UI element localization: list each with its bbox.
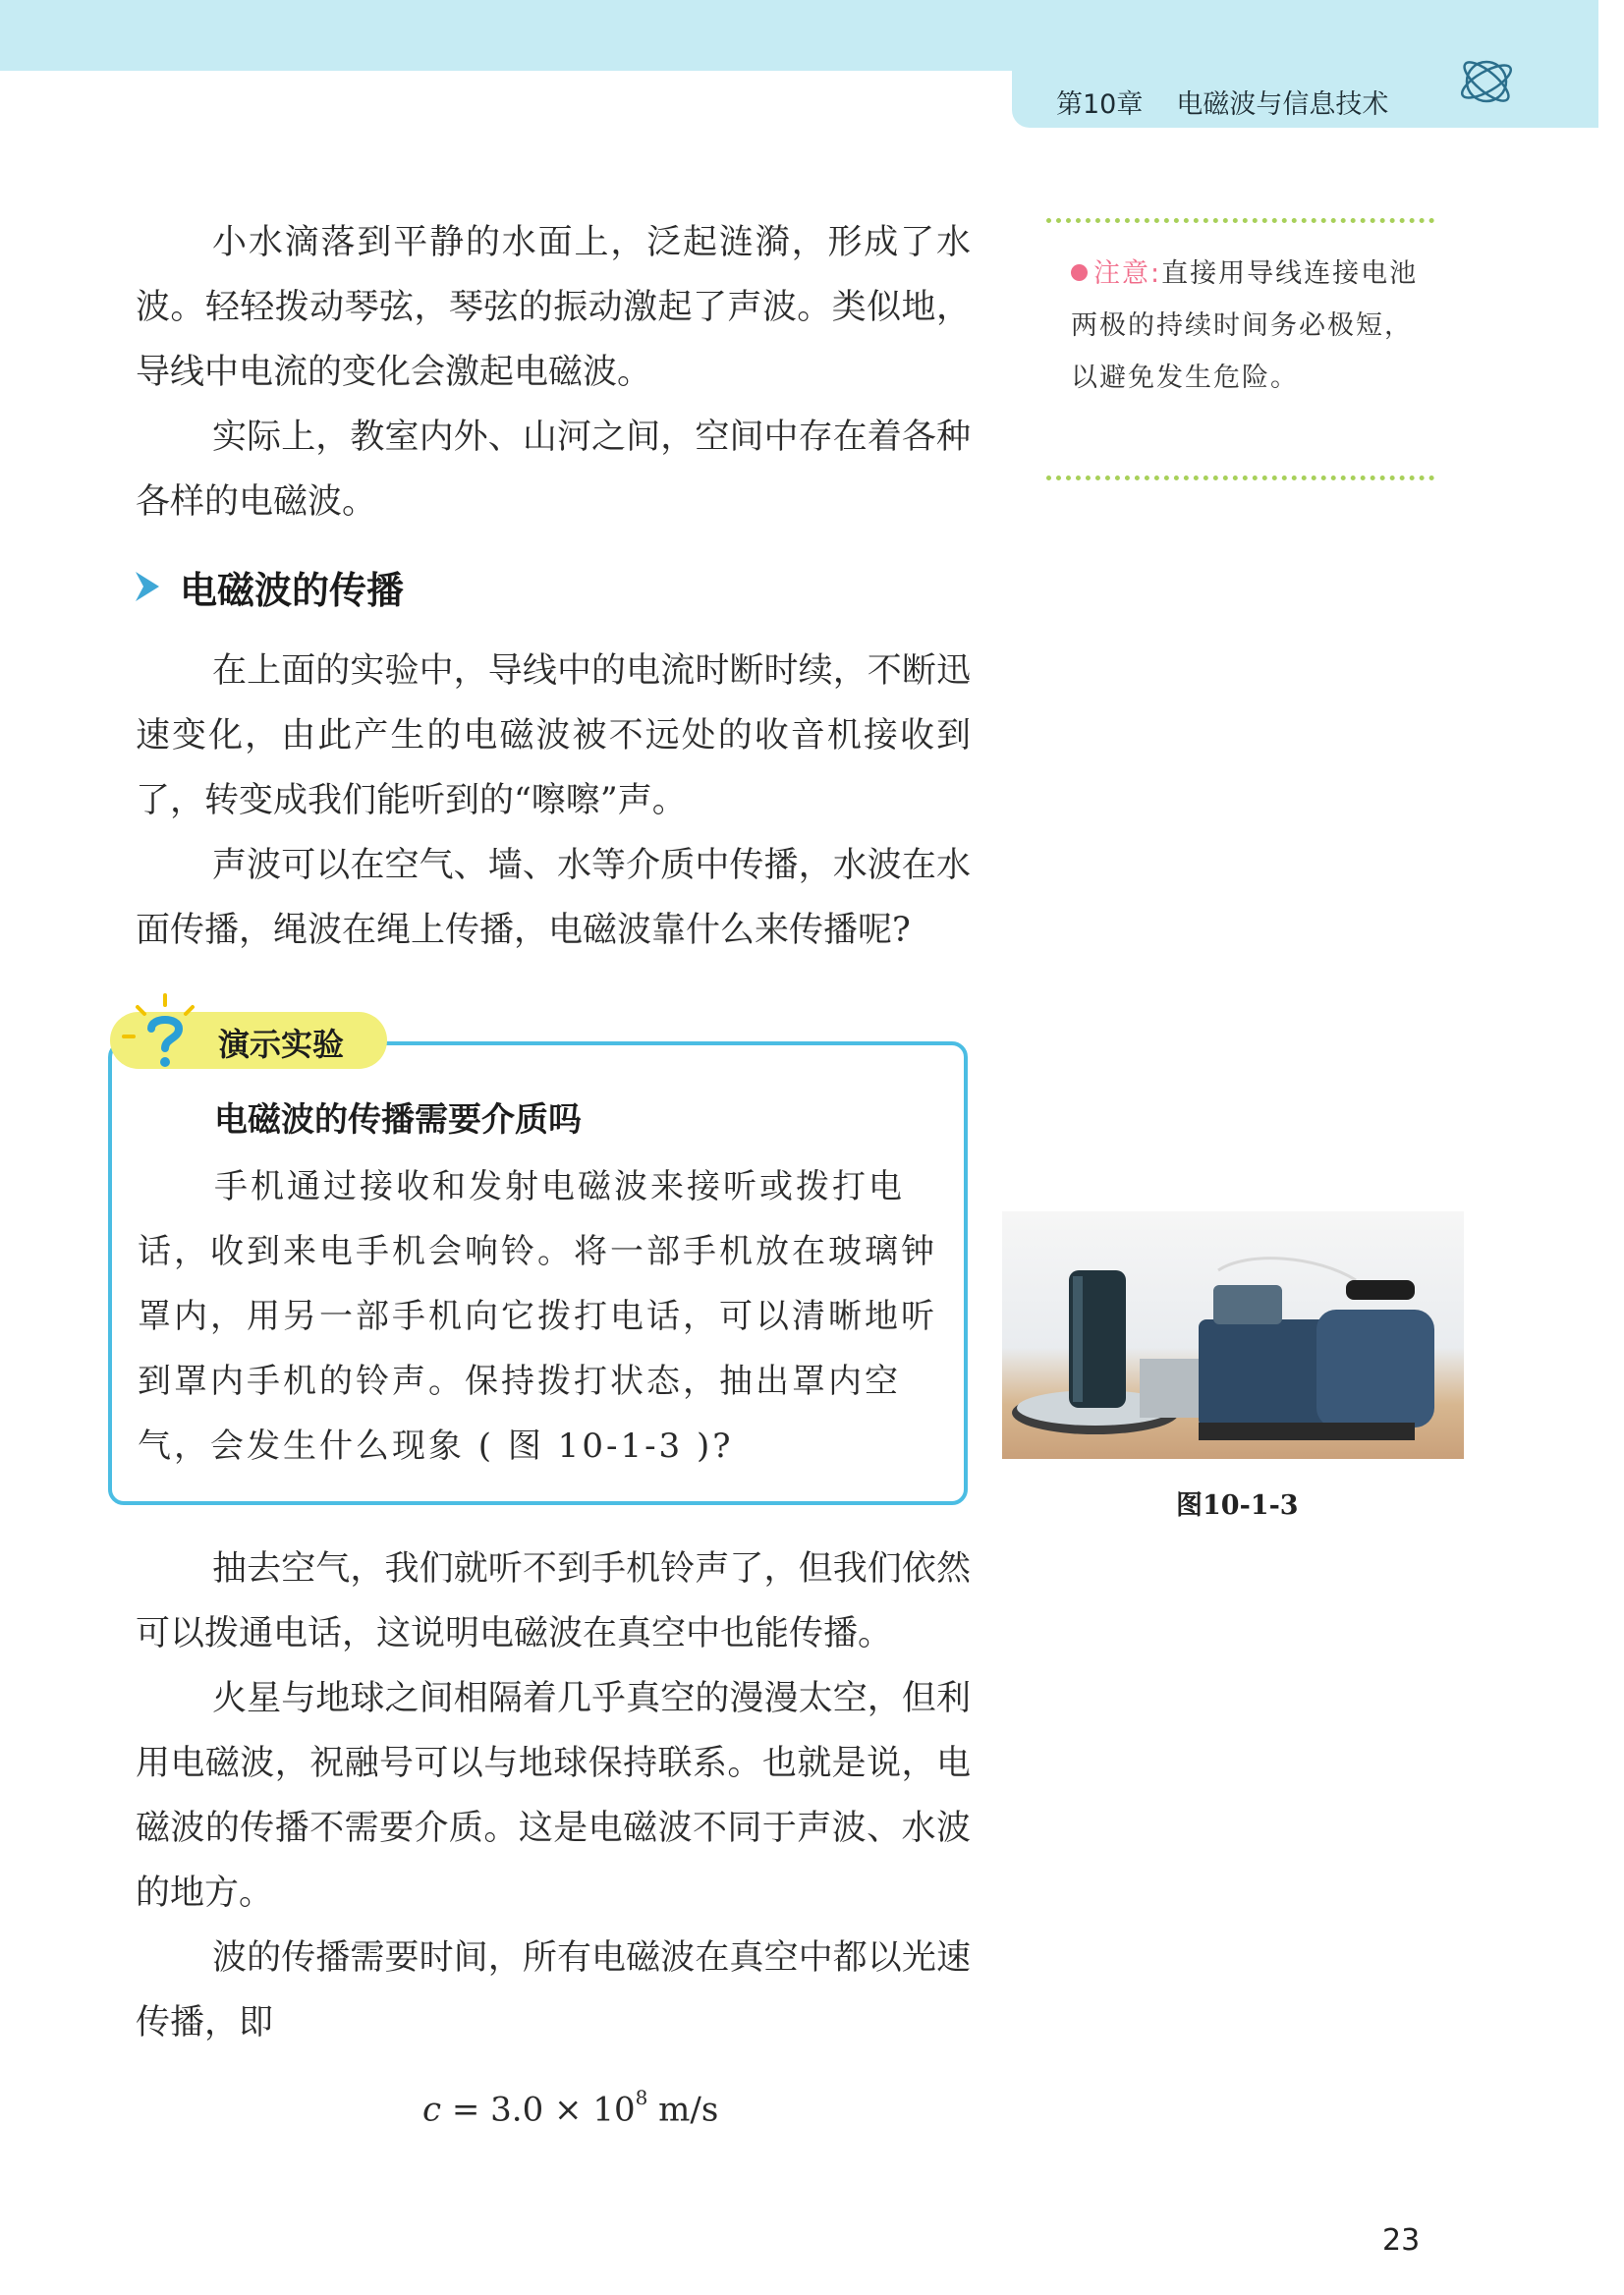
paragraph-em-waves-everywhere: 实际上，教室内外、山河之间，空间中存在着各种各样的电磁波。 (136, 418, 971, 522)
question-lightbulb-icon (116, 987, 214, 1086)
formula-value: = 3.0 × 10 (441, 2090, 636, 2130)
paragraph-vacuum-result: 抽去空气，我们就听不到手机铃声了，但我们依然可以拨通电话，这说明电磁波在真空中也能传播。 (136, 1549, 971, 1653)
note-body: 直接用导线连接电池两极的持续时间务必极短，以避免发生危险。 (1071, 258, 1419, 393)
paragraph-mars-earth: 火星与地球之间相隔着几乎真空的漫漫太空，但利用电磁波，祝融号可以与地球保持联系。也就是说，电磁波的传播不需要介质。这是电磁波不同于声波、水波的地方。 (136, 1679, 971, 1913)
paragraph-propagation-question: 声波可以在空气、墙、水等介质中传播，水波在水面传播，绳波在绳上传播，电磁波靠什么来传播呢? (136, 846, 971, 950)
bullet-icon (1071, 264, 1088, 281)
formula-exponent: 8 (635, 2086, 648, 2109)
paragraph-experiment-result: 在上面的实验中，导线中的电流时断时续，不断迅速变化，由此产生的电磁波被不远处的收音机接收到了，转变成我们能听到的“嚓嚓”声。 (136, 651, 971, 820)
chapter-number: 第10章 (1056, 89, 1144, 120)
globe-icon (1456, 51, 1517, 112)
formula-symbol: c (422, 2090, 442, 2130)
chevron-right-icon (133, 570, 162, 603)
figure-caption: 图10-1-3 (1176, 1490, 1299, 1521)
experiment-title: 电磁波的传播需要介质吗 (214, 1100, 582, 1140)
chapter-title: 电磁波与信息技术 (1176, 89, 1389, 120)
note-label: 注意: (1093, 258, 1162, 289)
vacuum-pump-photo (1002, 1211, 1464, 1459)
paragraph-water-waves: 小水滴落到平静的水面上，泛起涟漪，形成了水波。轻轻拨动琴弦，琴弦的振动激起了声波。类似地，导线中电流的变化会激起电磁波。 (136, 223, 971, 392)
page-number: 23 (1382, 2223, 1421, 2258)
note-divider-top (1046, 218, 1434, 223)
paragraph-speed-of-light: 波的传播需要时间，所有电磁波在真空中都以光速传播，即 (136, 1938, 971, 2043)
caution-note (1046, 218, 1434, 483)
note-text (1071, 248, 1429, 404)
experiment-text: 手机通过接收和发射电磁波来接听或拨打电话，收到来电手机会响铃。将一部手机放在玻璃钟罩内，用另一部手机向它拨打电话，可以清晰地听到罩内手机的铃声。保持拨打状态，抽出罩内空气，会发生什么现象 ( 图 10-1-3 )? (138, 1167, 937, 1466)
section-heading (133, 562, 404, 611)
note-divider-bottom (1046, 476, 1434, 480)
chapter-heading (1056, 83, 1388, 121)
section-title: 电磁波的传播 (180, 568, 405, 612)
experiment-label: 演示实验 (218, 1026, 345, 1063)
formula-unit: m/s (647, 2090, 719, 2130)
speed-of-light-formula (422, 2086, 719, 2130)
